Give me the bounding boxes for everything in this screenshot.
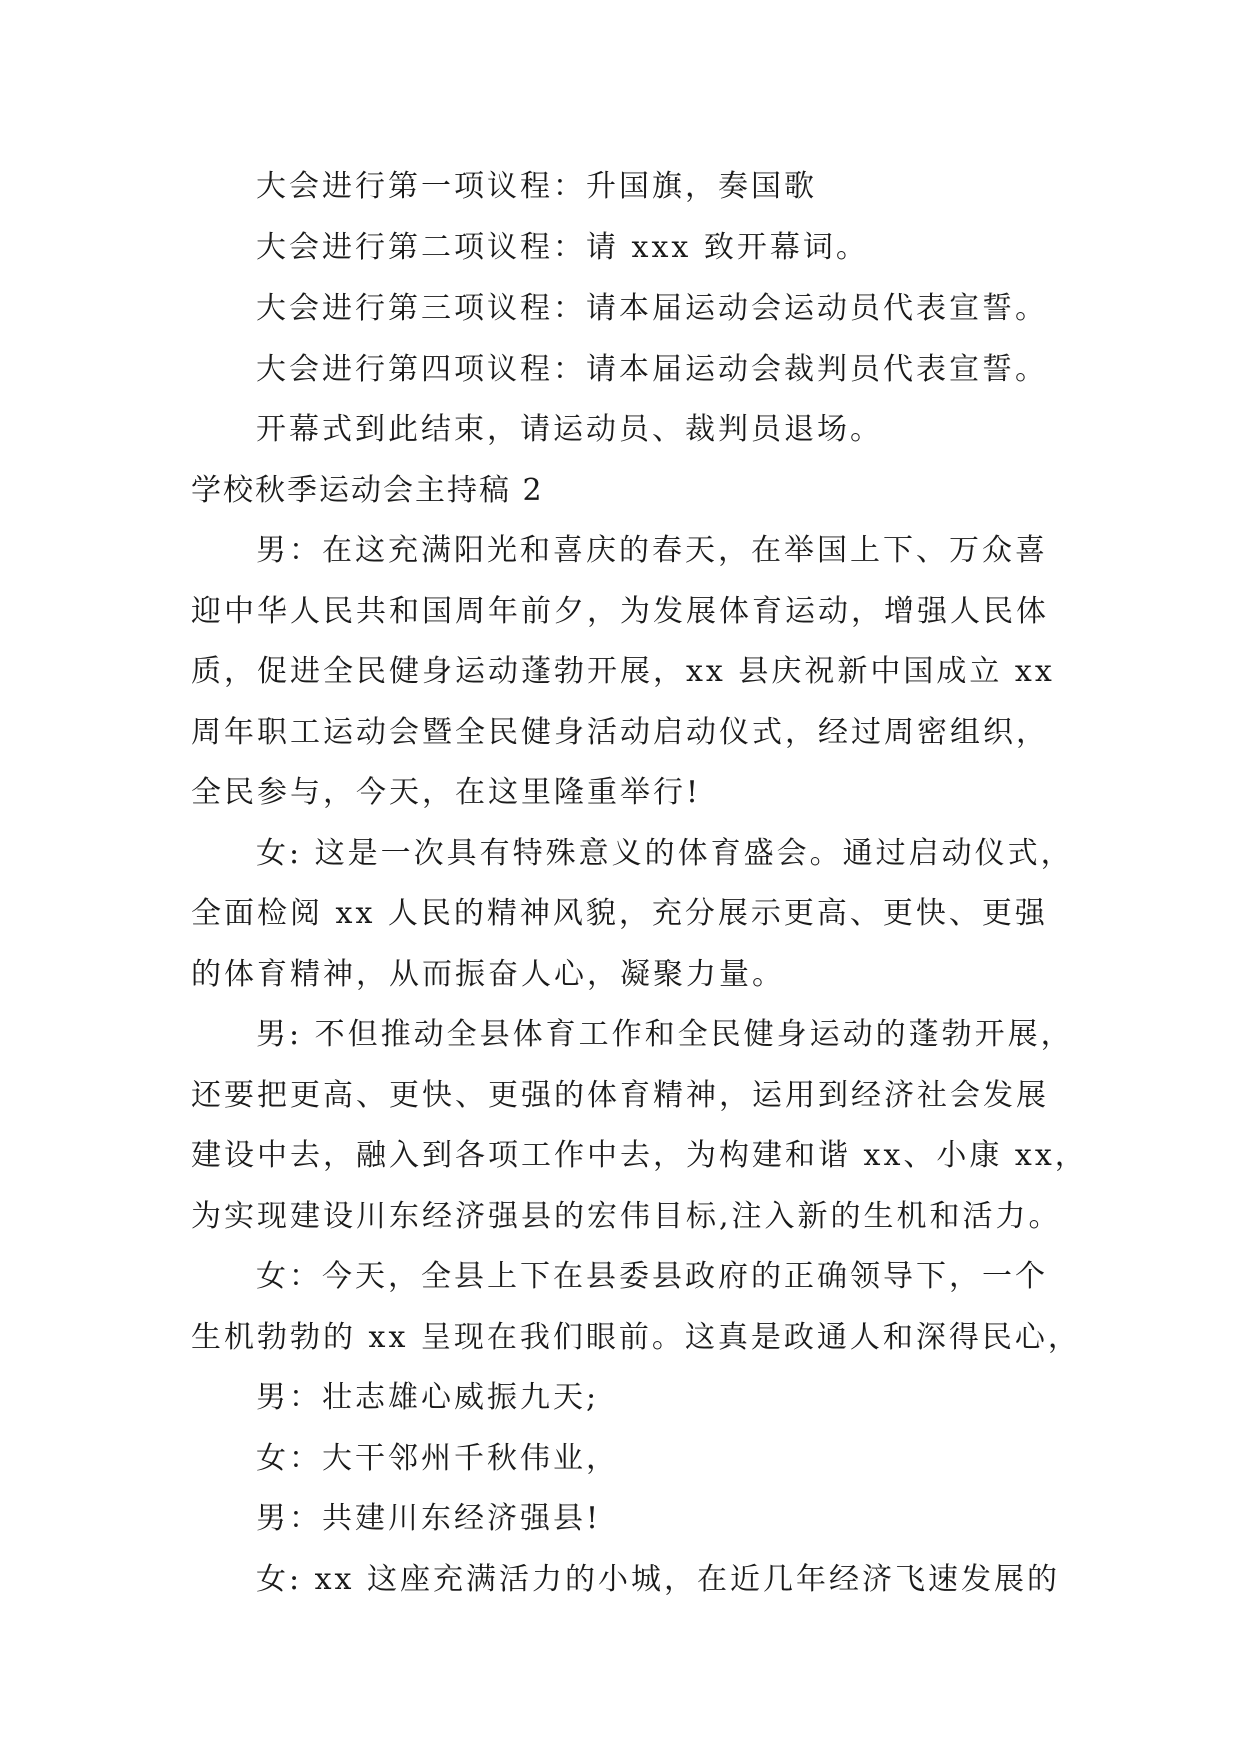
dialogue-line: 男：壮志雄心威振九天; (256, 1380, 600, 1415)
dialogue-line: 女：大干邻州千秋伟业， (256, 1441, 619, 1476)
paragraph-line: 女：今天，全县上下在县委县政府的正确领导下，一个 (256, 1259, 1048, 1294)
paragraph-line: 女: 这是一次具有特殊意义的体育盛会。通过启动仪式， (256, 836, 1074, 871)
paragraph-line: 的体育精神，从而振奋人心，凝聚力量。 (191, 957, 785, 992)
agenda-item-1: 大会进行第一项议程：升国旗，奏国歌 (256, 169, 817, 204)
closing-line: 开幕式到此结束，请运动员、裁判员退场。 (256, 412, 883, 447)
paragraph-line: 全面检阅 xx 人民的精神风貌，充分展示更高、更快、更强 (191, 896, 1048, 931)
paragraph-line: 质，促进全民健身运动蓬勃开展，xx 县庆祝新中国成立 xx (191, 654, 1055, 689)
paragraph-line: 男: 不但推动全县体育工作和全民健身运动的蓬勃开展， (256, 1017, 1074, 1052)
paragraph-line: 为实现建设川东经济强县的宏伟目标,注入新的生机和活力。 (191, 1199, 1062, 1234)
agenda-item-3: 大会进行第三项议程：请本届运动会运动员代表宣誓。 (256, 291, 1048, 326)
agenda-item-4: 大会进行第四项议程：请本届运动会裁判员代表宣誓。 (256, 352, 1048, 387)
agenda-item-2: 大会进行第二项议程：请 xxx 致开幕词。 (256, 230, 869, 265)
paragraph-line: 迎中华人民共和国周年前夕，为发展体育运动，增强人民体 (191, 594, 1049, 629)
section-heading: 学校秋季运动会主持稿 2 (191, 473, 544, 508)
paragraph-line: 全民参与，今天，在这里隆重举行! (191, 775, 702, 810)
paragraph-line: 男：在这充满阳光和喜庆的春天，在举国上下、万众喜 (256, 533, 1048, 568)
dialogue-line: 男：共建川东经济强县! (256, 1501, 602, 1536)
paragraph-line: 生机勃勃的 xx 呈现在我们眼前。这真是政通人和深得民心， (191, 1320, 1081, 1355)
paragraph-line: 建设中去，融入到各项工作中去，为构建和谐 xx、小康 xx， (191, 1138, 1088, 1173)
paragraph-line: 周年职工运动会暨全民健身活动启动仪式，经过周密组织， (191, 715, 1049, 750)
dialogue-line: 女: xx 这座充满活力的小城，在近几年经济飞速发展的 (256, 1562, 1061, 1597)
paragraph-line: 还要把更高、更快、更强的体育精神，运用到经济社会发展 (191, 1078, 1049, 1113)
